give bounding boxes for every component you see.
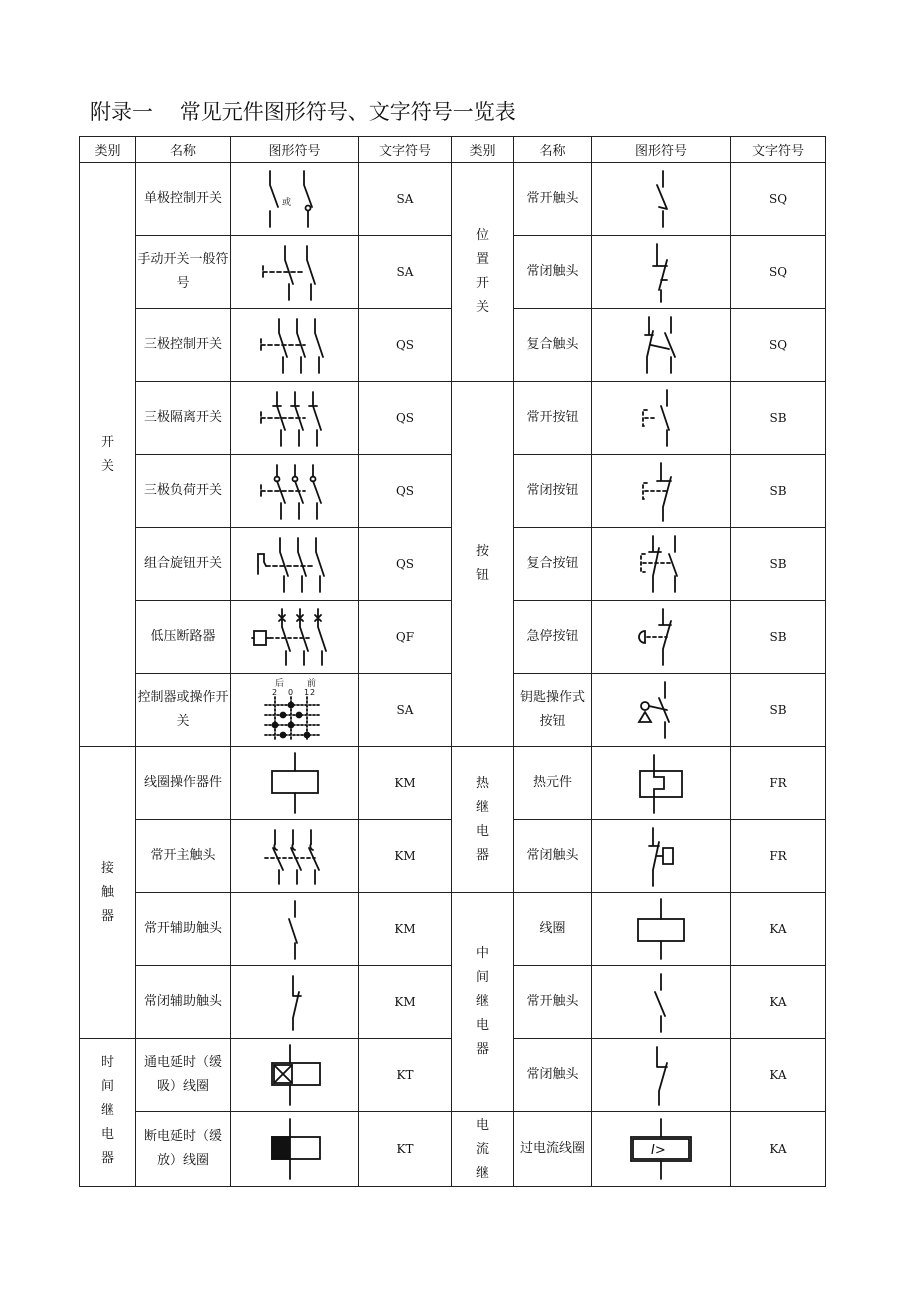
category-time-relay: 时 间 继 电 器: [80, 1039, 136, 1187]
category-intermediate-relay: 中 间 继 电 器: [452, 893, 514, 1112]
aux-contact-no-icon: [265, 897, 325, 961]
three-pole-load-switch-icon: [255, 459, 335, 523]
category-button: 按 钮: [452, 382, 514, 747]
item-code: SB: [731, 674, 826, 747]
page-title: 附录一 常见元件图形符号、文字符号一览表: [90, 100, 516, 124]
header-name-right: 名称: [514, 137, 592, 163]
svg-text:2: 2: [309, 688, 315, 697]
item-code: KA: [731, 1112, 826, 1187]
item-code: KA: [731, 1039, 826, 1112]
relay-coil-icon: [626, 897, 696, 961]
item-name: 急停按钮: [514, 601, 592, 674]
item-code: SQ: [731, 236, 826, 309]
svg-text:后: 后: [274, 679, 284, 689]
item-name: 组合旋钮开关: [136, 528, 231, 601]
svg-text:0: 0: [287, 688, 293, 697]
item-name: 钥匙操作式按钮: [514, 674, 592, 747]
header-code-left: 文字符号: [359, 137, 452, 163]
category-current-relay: 电 流 继: [452, 1112, 514, 1187]
item-name: 常开主触头: [136, 820, 231, 893]
manual-switch-icon: [255, 240, 335, 304]
item-code: KA: [731, 893, 826, 966]
table-row: [80, 747, 826, 820]
item-name: 三极隔离开关: [136, 382, 231, 455]
off-delay-coil-icon: [260, 1117, 330, 1181]
item-code: SB: [731, 528, 826, 601]
item-code: KM: [359, 747, 452, 820]
item-code: SB: [731, 382, 826, 455]
item-name: 热元件: [514, 747, 592, 820]
pushbutton-nc-icon: [631, 459, 691, 523]
item-name: 复合触头: [514, 309, 592, 382]
item-name: 控制器或操作开关: [136, 674, 231, 747]
item-code: FR: [731, 820, 826, 893]
relay-nc-contact-icon: [631, 1043, 691, 1107]
item-name: 三极控制开关: [136, 309, 231, 382]
item-name: 三极负荷开关: [136, 455, 231, 528]
item-name: 线圈: [514, 893, 592, 966]
item-code: FR: [731, 747, 826, 820]
category-position-switch: 位 置 开 关: [452, 163, 514, 382]
item-code: KM: [359, 893, 452, 966]
table-row: [80, 382, 826, 455]
item-code: KM: [359, 820, 452, 893]
item-code: KM: [359, 966, 452, 1039]
item-name: 常开触头: [514, 163, 592, 236]
item-code: QS: [359, 382, 452, 455]
table-row: [80, 893, 826, 966]
table-header-row: [80, 137, 826, 163]
category-contactor: 接 触 器: [80, 747, 136, 1039]
limit-no-contact-icon: [631, 167, 691, 231]
item-name: 常开按钮: [514, 382, 592, 455]
overcurrent-coil-icon: [621, 1117, 701, 1181]
controller-switch-icon: [255, 677, 335, 743]
item-name: 常闭辅助触头: [136, 966, 231, 1039]
svg-text:I>: I>: [651, 1143, 666, 1158]
category-switch: 开 关: [80, 163, 136, 747]
item-name: 单极控制开关: [136, 163, 231, 236]
item-name: 线圈操作器件: [136, 747, 231, 820]
table-row: [80, 163, 826, 236]
item-name: 手动开关一般符号: [136, 236, 231, 309]
thermal-element-icon: [626, 751, 696, 815]
pushbutton-no-icon: [631, 386, 691, 450]
svg-text:前: 前: [306, 679, 316, 689]
coil-icon: [260, 751, 330, 815]
item-code: KT: [359, 1112, 452, 1187]
category-thermal-relay: 热 继 电 器: [452, 747, 514, 893]
header-name-left: 名称: [136, 137, 231, 163]
emergency-stop-icon: [631, 605, 691, 669]
item-code: SQ: [731, 163, 826, 236]
limit-nc-contact-icon: [631, 240, 691, 304]
header-category-left: 类别: [80, 137, 136, 163]
three-pole-switch-icon: [255, 313, 335, 377]
header-symbol-right: 图形符号: [592, 137, 731, 163]
relay-no-contact-icon: [631, 970, 691, 1034]
circuit-breaker-icon: [250, 605, 340, 669]
key-button-icon: [631, 678, 691, 742]
thermal-nc-contact-icon: [631, 824, 691, 888]
item-code: SA: [359, 674, 452, 747]
svg-text:1: 1: [303, 688, 309, 697]
item-code: KT: [359, 1039, 452, 1112]
item-name: 常开辅助触头: [136, 893, 231, 966]
aux-contact-nc-icon: [265, 970, 325, 1034]
symbol-table: [79, 136, 826, 1187]
svg-text:2: 2: [271, 688, 277, 697]
pushbutton-compound-icon: [631, 532, 691, 596]
item-code: QS: [359, 528, 452, 601]
item-name: 常闭触头: [514, 236, 592, 309]
item-name: 低压断路器: [136, 601, 231, 674]
item-code: QS: [359, 455, 452, 528]
single-pole-switch-icon: [260, 167, 330, 231]
on-delay-coil-icon: [260, 1043, 330, 1107]
table-row: [80, 1112, 826, 1187]
three-pole-isolator-icon: [255, 386, 335, 450]
header-category-right: 类别: [452, 137, 514, 163]
item-code: QF: [359, 601, 452, 674]
header-symbol-left: 图形符号: [231, 137, 359, 163]
item-code: SQ: [731, 309, 826, 382]
main-contact-no-icon: [255, 824, 335, 888]
item-name: 常开触头: [514, 966, 592, 1039]
limit-compound-contact-icon: [631, 313, 691, 377]
svg-text:或: 或: [281, 198, 291, 208]
item-name: 常闭触头: [514, 1039, 592, 1112]
item-name: 通电延时（缓吸）线圈: [136, 1039, 231, 1112]
item-code: SB: [731, 601, 826, 674]
item-code: SA: [359, 236, 452, 309]
item-code: SA: [359, 163, 452, 236]
item-code: KA: [731, 966, 826, 1039]
rotary-switch-icon: [252, 532, 338, 596]
header-code-right: 文字符号: [731, 137, 826, 163]
item-code: QS: [359, 309, 452, 382]
item-code: SB: [731, 455, 826, 528]
item-name: 过电流线圈: [514, 1112, 592, 1187]
item-name: 常闭触头: [514, 820, 592, 893]
item-name: 常闭按钮: [514, 455, 592, 528]
item-name: 断电延时（缓放）线圈: [136, 1112, 231, 1187]
item-name: 复合按钮: [514, 528, 592, 601]
